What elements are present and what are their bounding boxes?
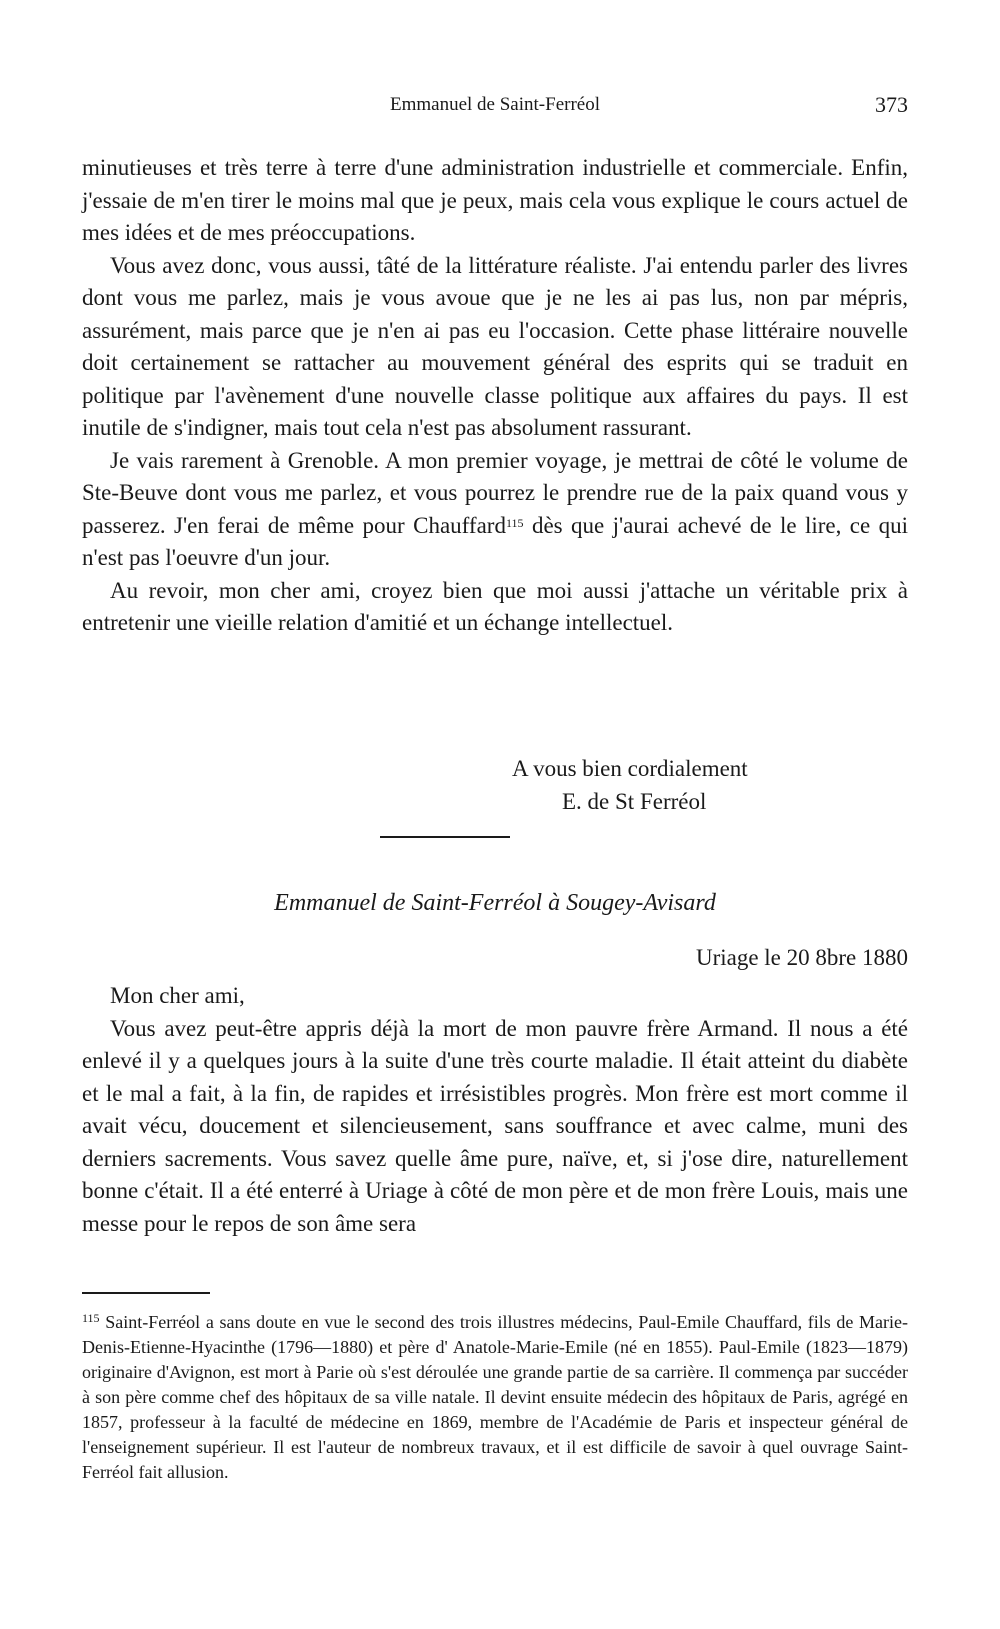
letter-continued-body bbox=[82, 152, 908, 640]
footnote-number: 115 bbox=[82, 1311, 100, 1325]
paragraph-grenoble bbox=[82, 445, 908, 575]
closing-salutation: A vous bien cordialement bbox=[512, 756, 748, 781]
next-letter-body bbox=[82, 980, 908, 1240]
running-title: Emmanuel de Saint-Ferréol bbox=[390, 94, 600, 115]
running-head bbox=[82, 92, 908, 122]
letter-heading: Emmanuel de Saint-Ferréol à Sougey-Avisard bbox=[274, 890, 716, 916]
paragraph-farewell: Au revoir, mon cher ami, croyez bien que moi aussi j'attache un véritable prix à entretenir une vieille relation d'amitié et un échange intellectuel. bbox=[82, 577, 908, 635]
footnote-reference: 115 bbox=[505, 515, 524, 530]
signature: E. de St Ferréol bbox=[562, 789, 707, 814]
paragraph-continuation: minutieuses et très terre à terre d'une administration industrielle et commerciale. Enfin, j'essaie de m'en tirer le moins mal que je peux, mais cela vous explique le cours actuel de mes idées et de mes préoccupations. bbox=[82, 155, 908, 245]
page-number: 373 bbox=[875, 92, 908, 117]
footnote-rule bbox=[82, 1292, 210, 1294]
letter-dateline: Uriage le 20 8bre 1880 bbox=[695, 945, 908, 970]
paragraph-grenoble-text: Je vais rarement à Grenoble. A mon premier voyage, je mettrai de côté le volume de Ste-Beuve dont vous me parlez, et vous pourrez le prendre rue de la paix quand vous y passerez. J'en ferai de même pour Chauffard bbox=[82, 447, 908, 538]
paragraph-brother-death: Vous avez peut-être appris déjà la mort de mon pauvre frère Armand. Il nous a été enlevé il y a quelques jours à la suite d'une très courte maladie. Il était atteint du diabète et le mal a fait, à la fin, de rapides et irrésistibles progrès. Mon frère est mort comme il avait vécu, doucement et silencieusement, sans souffrance et avec calme, muni des derniers sacrements. Vous savez quelle âme pure, naïve, et, si j'ose dire, naturellement bonne c'était. Il a été enterré à Uriage à côté de mon père et de mon frère Louis, mais une messe pour le repos de son âme sera bbox=[82, 1015, 908, 1236]
letter-greeting: Mon cher ami, bbox=[110, 983, 245, 1008]
section-separator bbox=[380, 836, 510, 838]
footnote-text: Saint-Ferréol a sans doute en vue le second des trois illustres médecins, Paul-Emile Chauffard, fils de Marie-Denis-Etienne-Hyacinthe (1796—1880) et père d' Anatole-Marie-Emile (né en 1855). Paul-Emile (1823—1879) originaire d'Avignon, est mort à Parie où s'est déroulée une grande partie de sa carrière. Il commença par succéder à son père comme chef des hôpitaux de sa ville natale. Il devint ensuite médecin des hôpitaux de Paris, agrégé en 1857, professeur à la faculté de médecine en 1869, membre de l'Académie de Paris et inspecteur général de l'enseignement supérieur. Il est l'auteur de nombreux travaux, et il est difficile de savoir à quel ouvrage Saint-Ferréol fait allusion. bbox=[82, 1312, 908, 1482]
paragraph-realist-literature: Vous avez donc, vous aussi, tâté de la littérature réaliste. J'ai entendu parler des livres dont vous me parlez, mais je vous avoue que je ne les ai pas lus, non par mépris, assurément, mais parce que je n'en ai pas eu l'occasion. Cette phase littéraire nouvelle doit certainement se rattacher au mouvement général des esprits qui se traduit en politique par l'avènement d'une nouvelle classe politique aux affaires du pays. Il est inutile de s'indigner, mais tout cela n'est pas absolument rassurant. bbox=[82, 252, 908, 440]
footnote-115 bbox=[82, 1310, 908, 1485]
paragraph-grenoble-text-end: dès que j'aurai achevé de le lire, ce qui n'est pas l'oeuvre d'un jour. bbox=[82, 512, 908, 570]
